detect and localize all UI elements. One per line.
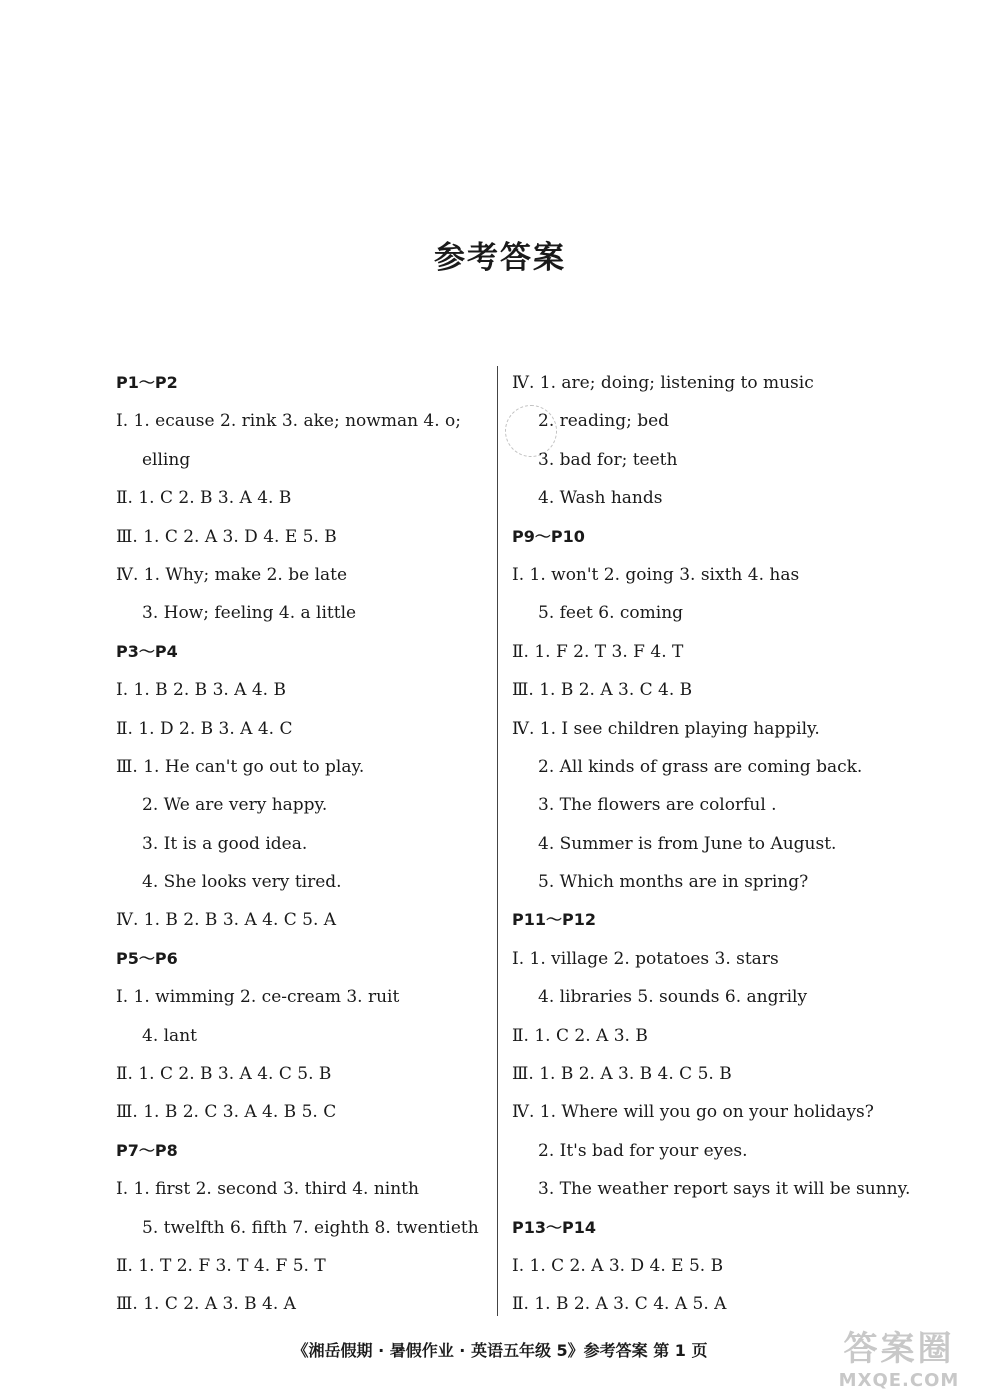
- answer-line: Ⅲ. 1. He can't go out to play.: [116, 756, 365, 777]
- page-title: 参考答案: [434, 240, 566, 276]
- answer-line: Ⅱ. 1. T 2. F 3. T 4. F 5. T: [116, 1255, 326, 1276]
- answer-line: Ⅰ. 1. C 2. A 3. D 4. E 5. B: [512, 1255, 724, 1276]
- answer-line: Ⅱ. 1. C 2. B 3. A 4. C 5. B: [116, 1064, 332, 1085]
- answer-line: elling: [142, 449, 191, 470]
- answer-line: Ⅰ. 1. first 2. second 3. third 4. ninth: [116, 1179, 419, 1200]
- answer-line: Ⅱ. 1. D 2. B 3. A 4. C: [116, 718, 293, 739]
- answer-line: 3. The weather report says it will be sunny.: [538, 1179, 911, 1200]
- answer-line: Ⅱ. 1. C 2. B 3. A 4. B: [116, 488, 292, 509]
- answer-line: 3. The flowers are colorful .: [538, 795, 777, 816]
- answer-line: Ⅳ. 1. I see children playing happily.: [512, 718, 820, 739]
- answer-line: Ⅰ. 1. won't 2. going 3. sixth 4. has: [512, 564, 800, 585]
- answer-line: 3. How; feeling 4. a little: [142, 603, 357, 624]
- answer-line: 5. feet 6. coming: [538, 603, 684, 624]
- section-heading: P3～P4: [116, 641, 178, 661]
- answer-line: Ⅳ. 1. B 2. B 3. A 4. C 5. A: [116, 910, 337, 931]
- answer-line: 5. Which months are in spring?: [538, 872, 809, 893]
- section-heading: P1～P2: [116, 373, 178, 392]
- answer-line: 5. twelfth 6. fifth 7. eighth 8. twentieth: [142, 1217, 479, 1238]
- section-heading: P11～P12: [512, 910, 596, 930]
- section-heading: P9～P10: [512, 526, 585, 546]
- answer-line: Ⅲ. 1. B 2. A 3. B 4. C 5. B: [512, 1064, 732, 1085]
- watermark-site-text: MXQE.COM: [838, 1370, 960, 1391]
- answer-line: 2. reading; bed: [538, 411, 670, 432]
- right-column: [512, 364, 911, 1324]
- section-heading: P7～P8: [116, 1140, 178, 1160]
- section-heading: P5～P6: [116, 948, 178, 968]
- answer-line: 2. We are very happy.: [142, 795, 328, 816]
- page-footer: 《湘岳假期 · 暑假作业 · 英语五年级 5》参考答案 第 1 页: [292, 1341, 708, 1360]
- watermark-logo-text: 答案圈: [843, 1329, 955, 1369]
- left-column: [116, 364, 506, 1324]
- answer-line: Ⅰ. 1. B 2. B 3. A 4. B: [116, 680, 286, 701]
- answer-line: 4. lant: [142, 1025, 197, 1046]
- answer-line: 3. It is a good idea.: [142, 833, 308, 854]
- answer-line: Ⅳ. 1. Why; make 2. be late: [116, 564, 348, 585]
- answer-line: Ⅱ. 1. F 2. T 3. F 4. T: [512, 641, 684, 662]
- answer-line: Ⅱ. 1. C 2. A 3. B: [512, 1025, 648, 1046]
- answer-line: Ⅰ. 1. ecause 2. rink 3. ake; nowman 4. o;: [116, 411, 462, 432]
- answer-line: 4. She looks very tired.: [142, 872, 342, 893]
- answer-line: Ⅳ. 1. Where will you go on your holidays?: [512, 1102, 874, 1123]
- watermark-logo: [814, 1321, 984, 1391]
- answer-line: Ⅲ. 1. C 2. A 3. B 4. A: [116, 1294, 296, 1315]
- answer-line: Ⅰ. 1. wimming 2. ce-cream 3. ruit: [116, 987, 400, 1008]
- answer-line: Ⅰ. 1. village 2. potatoes 3. stars: [512, 948, 779, 969]
- answer-line: 4. Summer is from June to August.: [538, 833, 837, 854]
- answer-line: Ⅱ. 1. B 2. A 3. C 4. A 5. A: [512, 1294, 727, 1315]
- answer-line: Ⅲ. 1. B 2. A 3. C 4. B: [512, 680, 693, 701]
- answer-line: 2. All kinds of grass are coming back.: [538, 756, 863, 777]
- section-heading: P13～P14: [512, 1217, 596, 1237]
- answer-line: Ⅳ. 1. are; doing; listening to music: [512, 373, 814, 393]
- answer-line: Ⅲ. 1. B 2. C 3. A 4. B 5. C: [116, 1102, 337, 1123]
- answer-line: 4. Wash hands: [538, 488, 663, 509]
- answer-line: Ⅲ. 1. C 2. A 3. D 4. E 5. B: [116, 526, 337, 547]
- answer-line: 3. bad for; teeth: [538, 449, 678, 470]
- answer-line: 4. libraries 5. sounds 6. angrily: [538, 987, 808, 1008]
- answer-line: 2. It's bad for your eyes.: [538, 1140, 748, 1161]
